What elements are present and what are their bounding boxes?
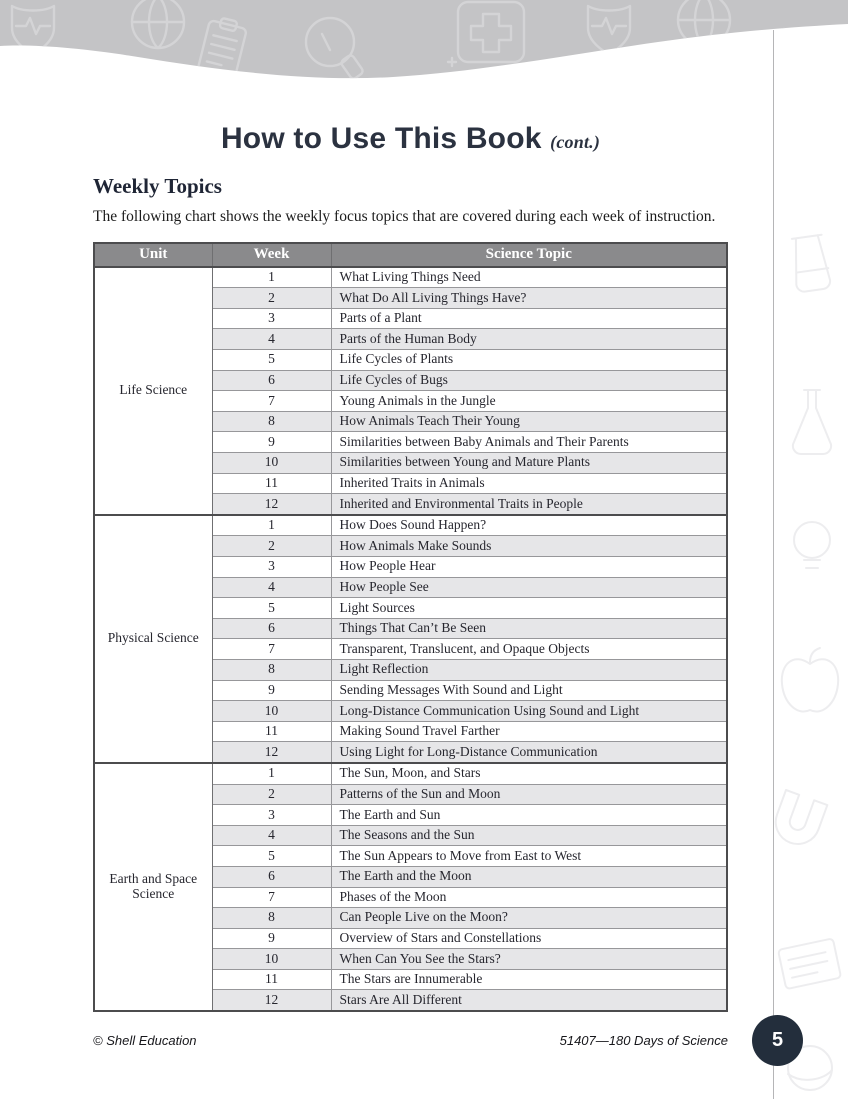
week-cell: 7 xyxy=(212,391,331,412)
topic-cell: Things That Can’t Be Seen xyxy=(331,618,727,639)
week-cell: 3 xyxy=(212,308,331,329)
topic-cell: Similarities between Young and Mature Plants xyxy=(331,453,727,474)
topic-cell: Parts of a Plant xyxy=(331,308,727,329)
week-cell: 8 xyxy=(212,659,331,680)
week-cell: 1 xyxy=(212,763,331,784)
week-cell: 12 xyxy=(212,990,331,1011)
week-cell: 5 xyxy=(212,598,331,619)
weekly-topics-table xyxy=(93,242,728,1012)
topic-cell: Overview of Stars and Constellations xyxy=(331,928,727,949)
week-cell: 9 xyxy=(212,680,331,701)
unit-cell: Physical Science xyxy=(94,515,212,763)
topic-cell: Young Animals in the Jungle xyxy=(331,391,727,412)
topic-cell: Phases of the Moon xyxy=(331,887,727,908)
topic-cell: Inherited Traits in Animals xyxy=(331,473,727,494)
footer-copyright: © Shell Education xyxy=(93,1033,197,1048)
week-cell: 5 xyxy=(212,350,331,371)
top-wave-band xyxy=(0,0,848,100)
right-doodle-strip xyxy=(771,90,848,1099)
topic-cell: What Living Things Need xyxy=(331,267,727,288)
week-cell: 4 xyxy=(212,825,331,846)
unit-cell: Life Science xyxy=(94,267,212,515)
topic-cell: Using Light for Long-Distance Communication xyxy=(331,742,727,763)
unit-cell: Earth and Space Science xyxy=(94,763,212,1011)
topic-cell: The Seasons and the Sun xyxy=(331,825,727,846)
topic-cell: Stars Are All Different xyxy=(331,990,727,1011)
week-cell: 1 xyxy=(212,267,331,288)
week-cell: 12 xyxy=(212,494,331,515)
topic-cell: What Do All Living Things Have? xyxy=(331,288,727,309)
topic-cell: The Stars are Innumerable xyxy=(331,969,727,990)
week-cell: 11 xyxy=(212,969,331,990)
week-cell: 2 xyxy=(212,784,331,805)
egg-icon xyxy=(89,67,119,100)
week-cell: 9 xyxy=(212,928,331,949)
week-cell: 6 xyxy=(212,370,331,391)
week-cell: 11 xyxy=(212,721,331,742)
page-number-badge xyxy=(752,1015,803,1066)
week-cell: 1 xyxy=(212,515,331,536)
week-cell: 10 xyxy=(212,949,331,970)
topic-cell: How Animals Teach Their Young xyxy=(331,411,727,432)
topic-cell: Patterns of the Sun and Moon xyxy=(331,784,727,805)
week-cell: 4 xyxy=(212,329,331,350)
topic-cell: Transparent, Translucent, and Opaque Objects xyxy=(331,639,727,660)
week-cell: 6 xyxy=(212,866,331,887)
topic-cell: Sending Messages With Sound and Light xyxy=(331,680,727,701)
table-header-row xyxy=(94,243,727,267)
topic-cell: Life Cycles of Plants xyxy=(331,350,727,371)
topic-cell: Parts of the Human Body xyxy=(331,329,727,350)
page-title-text: How to Use This Book xyxy=(220,122,542,155)
topic-cell: The Earth and the Moon xyxy=(331,866,727,887)
week-cell: 6 xyxy=(212,618,331,639)
topic-cell: The Sun Appears to Move from East to West xyxy=(331,846,727,867)
clipboard-icon xyxy=(756,25,808,90)
egg-icon xyxy=(651,61,681,99)
apple-icon xyxy=(782,648,838,712)
topic-cell: Can People Live on the Moon? xyxy=(331,908,727,929)
week-cell: 3 xyxy=(212,805,331,826)
magnet-icon xyxy=(774,790,827,850)
table-row xyxy=(94,267,727,288)
page-title xyxy=(93,122,728,156)
week-cell: 3 xyxy=(212,557,331,578)
topic-cell: How Does Sound Happen? xyxy=(331,515,727,536)
flask-icon xyxy=(793,390,831,454)
topic-cell: Long-Distance Communication Using Sound and Light xyxy=(331,701,727,722)
week-cell: 8 xyxy=(212,411,331,432)
page-title-suffix: (cont.) xyxy=(550,132,601,152)
week-cell: 2 xyxy=(212,536,331,557)
intro-paragraph: The following chart shows the weekly focus topics that are covered during each week of instruction. xyxy=(93,208,716,225)
topic-cell: Inherited and Environmental Traits in People xyxy=(331,494,727,515)
page-content xyxy=(93,122,728,1012)
week-cell: 2 xyxy=(212,288,331,309)
column-header-unit: Unit xyxy=(94,243,212,267)
beaker-icon xyxy=(790,234,831,292)
topic-cell: How People See xyxy=(331,577,727,598)
topic-cell: The Earth and Sun xyxy=(331,805,727,826)
topic-cell: How People Hear xyxy=(331,557,727,578)
week-cell: 7 xyxy=(212,639,331,660)
topic-cell: Similarities between Baby Animals and Their Parents xyxy=(331,432,727,453)
week-cell: 5 xyxy=(212,846,331,867)
week-cell: 8 xyxy=(212,908,331,929)
topic-cell: The Sun, Moon, and Stars xyxy=(331,763,727,784)
table-row xyxy=(94,515,727,536)
topic-cell: Life Cycles of Bugs xyxy=(331,370,727,391)
topic-cell: When Can You See the Stars? xyxy=(331,949,727,970)
notebook-icon xyxy=(778,938,841,989)
page-number: 5 xyxy=(771,1029,784,1051)
section-heading: Weekly Topics xyxy=(93,174,222,198)
week-cell: 12 xyxy=(212,742,331,763)
footer-book-id: 51407—180 Days of Science xyxy=(559,1033,728,1048)
topic-cell: Light Reflection xyxy=(331,659,727,680)
page-footer xyxy=(93,1033,728,1048)
week-cell: 10 xyxy=(212,701,331,722)
column-header-week: Week xyxy=(212,243,331,267)
column-header-science-topic: Science Topic xyxy=(331,243,727,267)
week-cell: 9 xyxy=(212,432,331,453)
table-row xyxy=(94,763,727,784)
topic-cell: How Animals Make Sounds xyxy=(331,536,727,557)
week-cell: 4 xyxy=(212,577,331,598)
topics-table-body xyxy=(94,267,727,1011)
week-cell: 7 xyxy=(212,887,331,908)
week-cell: 10 xyxy=(212,453,331,474)
topic-cell: Making Sound Travel Farther xyxy=(331,721,727,742)
week-cell: 11 xyxy=(212,473,331,494)
topic-cell: Light Sources xyxy=(331,598,727,619)
lightbulb-icon xyxy=(794,522,830,568)
